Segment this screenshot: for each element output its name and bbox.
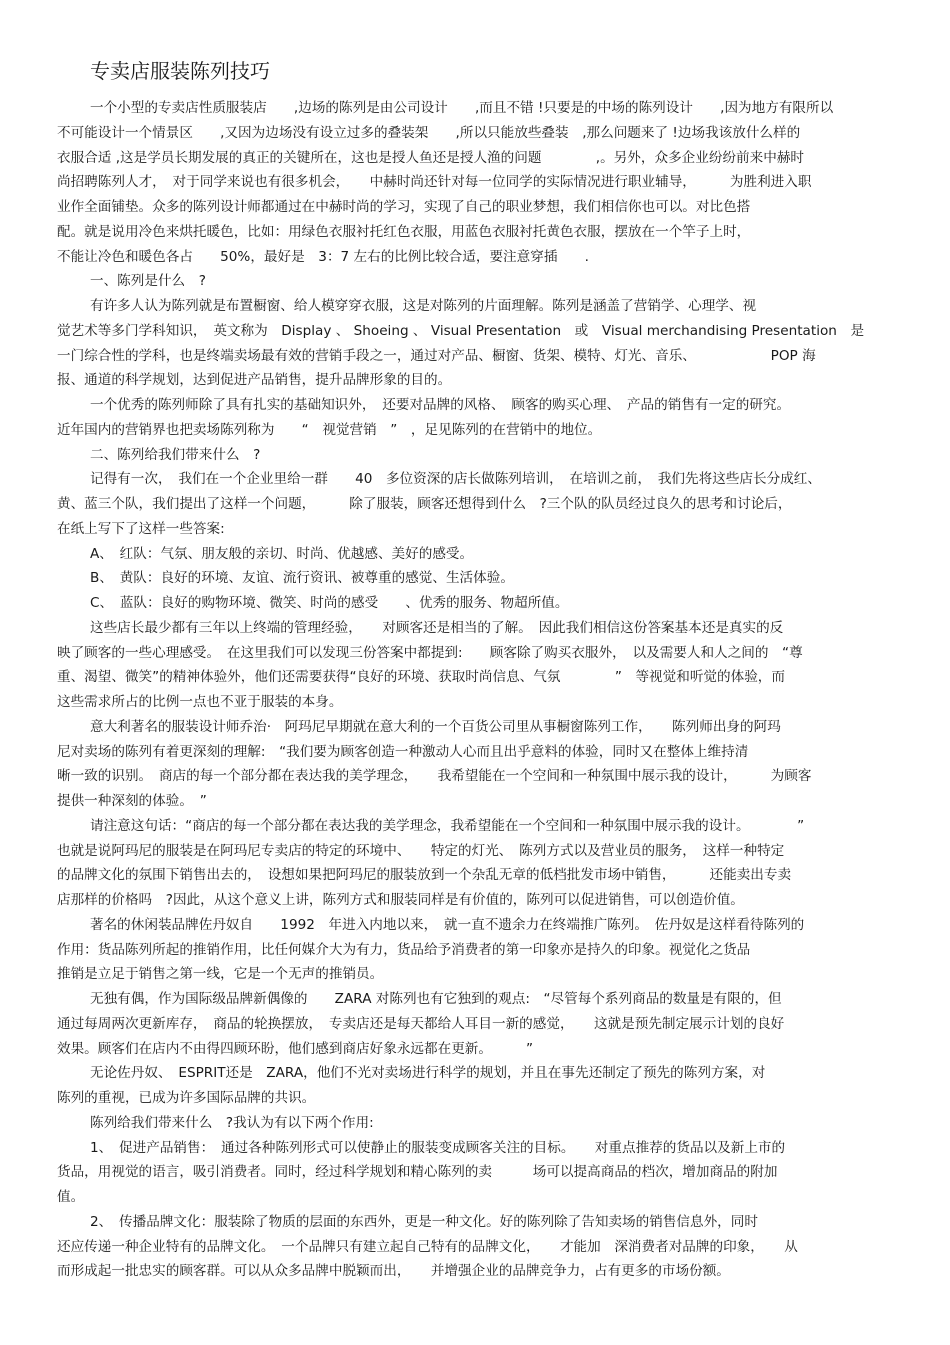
- text-line: 尚招聘陈列人才， 对于同学来说也有很多机会， 中赫时尚还针对每一位同学的实际情况进行职业辅导， 为胜利进入职: [57, 174, 812, 191]
- text-line: 还应传递一种企业特有的品牌文化。 一个品牌只有建立起自己特有的品牌文化， 才能加 深消费者对品牌的印象， 从: [57, 1238, 798, 1255]
- text-line: 效果。顾客们在店内不由得四顾环盼，他们感到商店好象永远都在更新。 ”: [57, 1040, 534, 1057]
- text-line: 记得有一次， 我们在一个企业里给一群 40 多位资深的店长做陈列培训， 在培训之前， 我们先将这些店长分成红、: [90, 471, 821, 488]
- text-line: 晰一致的识别。 商店的每一个部分都在表达我的美学理念， 我希望能在一个空间和一种氛围中展示我的设计， 为顾客: [57, 768, 812, 785]
- text-line: C、 蓝队：良好的购物环境、微笑、时尚的感受 、优秀的服务、物超所值。: [90, 595, 569, 611]
- text-line: 不能让冷色和暖色各占 50%，最好是 3：7 左右的比例比较合适，要注意穿插 .: [57, 248, 589, 265]
- text-line: 无论佐丹奴、 ESPRIT还是 ZARA，他们不光对卖场进行科学的规划，并且在事先还制定了预先的陈列方案，对: [90, 1065, 766, 1082]
- text-line: 的品牌文化的氛围下销售出去的， 设想如果把阿玛尼的服装放到一个杂乱无章的低档批发市场中销售， 还能卖出专卖: [57, 867, 792, 884]
- text-line: 觉艺术等多门学科知识， 英文称为 Display 、 Shoeing 、 Visual Presentation 或 Visual merchandising Presentation 是: [57, 322, 865, 339]
- text-line: 推销是立足于销售之第一线，它是一个无声的推销员。: [57, 966, 384, 983]
- document-title: 专卖店服装陈列技巧: [90, 59, 270, 83]
- text-line: 店那样的价格吗 ?因此，从这个意义上讲，陈列方式和服装同样是有价值的，陈列可以促进销售，可以创造价值。: [57, 892, 744, 908]
- text-line: 有许多人认为陈列就是布置橱窗、给人模穿穿衣服，这是对陈列的片面理解。陈列是涵盖了营销学、心理学、视: [90, 298, 757, 314]
- document-body: [57, 96, 905, 1284]
- text-line: 衣服合适 ,这是学员长期发展的真正的关键所在，这也是授人鱼还是授人渔的问题 ,。另外，众多企业纷纷前来中赫时: [57, 149, 805, 166]
- text-line: 这些需求所占的比例一点也不亚于服装的本身。: [57, 694, 343, 710]
- text-line: 黄、蓝三个队，我们提出了这样一个问题， 除了服装，顾客还想得到什么 ?三个队的队员经过良久的思考和讨论后，: [57, 496, 792, 512]
- text-line: 也就是说阿玛尼的服装是在阿玛尼专卖店的特定的环境中、 特定的灯光、 陈列方式以及营业员的服务， 这样一种特定: [57, 842, 785, 859]
- text-line: 陈列的重视，已成为许多国际品牌的共识。: [57, 1090, 316, 1106]
- text-line: 而形成起一批忠实的顾客群。可以从众多品牌中脱颖而出， 并增强企业的品牌竞争力，占有更多的市场份额。: [57, 1263, 730, 1280]
- text-line: 在纸上写下了这样一些答案:: [57, 520, 225, 537]
- text-line: 重、渴望、微笑”的精神体验外，他们还需要获得“良好的环境、获取时尚信息、气氛 ” 等视觉和听觉的体验，而: [57, 669, 785, 686]
- text-line: 配。就是说用冷色来烘托暖色，比如：用绿色衣服衬托红色衣服，用蓝色衣服衬托黄色衣服，摆放在一个竿子上时，: [57, 223, 751, 240]
- text-line: 提供一种深刻的体验。 ”: [57, 793, 207, 809]
- text-line: 这些店长最少都有三年以上终端的管理经验， 对顾客还是相当的了解。 因此我们相信这份答案基本还是真实的反: [90, 619, 784, 636]
- text-line: 请注意这句话：“商店的每一个部分都在表达我的美学理念，我希望能在一个空间和一种氛围中展示我的设计。 ”: [90, 817, 805, 834]
- text-line: 无独有偶，作为国际级品牌新偶像的 ZARA 对陈列也有它独到的观点: “尽管每个系列商品的数量是有限的，但: [90, 991, 782, 1007]
- text-line: 报、通道的科学规划，达到促进产品销售，提升品牌形象的目的。: [57, 372, 452, 389]
- text-line: 2、 传播品牌文化：服装除了物质的层面的东西外，更是一种文化。好的陈列除了告知卖场的销售信息外，同时: [90, 1213, 758, 1230]
- text-line: 一门综合性的学科，也是终端卖场最有效的营销手段之一，通过对产品、橱窗、货架、模特、灯光、音乐、 POP 海: [57, 347, 816, 364]
- text-line: 不可能设计一个情景区 ,又因为边场没有设立过多的叠装架 ,所以只能放些叠装 ,那么问题来了 !边场我该放什么样的: [57, 124, 801, 141]
- text-line: 1、 促进产品销售： 通过各种陈列形式可以使静止的服装变成顾客关注的目标。 对重点推荐的货品以及新上市的: [90, 1139, 786, 1156]
- text-line: 一个小型的专卖店性质服装店 ,边场的陈列是由公司设计 ,而且不错 !只要是的中场的陈列设计 ,因为地方有限所以: [90, 100, 834, 116]
- text-line: 近年国内的营销界也把卖场陈列称为 “ 视觉营销 ” ，足见陈列的在营销中的地位。: [57, 421, 602, 438]
- text-line: 通过每周两次更新库存， 商品的轮换摆放， 专卖店还是每天都给人耳目一新的感觉， 这就是预先制定展示计划的良好: [57, 1015, 785, 1032]
- text-line: 尼对卖场的陈列有着更深刻的理解: “我们要为顾客创造一种激动人心而且出乎意料的体验，同时又在整体上维持清: [57, 743, 749, 760]
- text-line: 二、陈列给我们带来什么 ?: [90, 446, 261, 463]
- text-line: 映了顾客的一些心理感受。 在这里我们可以发现三份答案中都提到: 顾客除了购买衣服外， 以及需要人和人之间的 “尊: [57, 644, 803, 661]
- text-line: B、 黄队：良好的环境、友谊、流行资讯、被尊重的感觉、生活体验。: [90, 570, 514, 587]
- text-line: 值。: [57, 1189, 85, 1205]
- text-line: 意大利著名的服装设计师乔治· 阿玛尼早期就在意大利的一个百货公司里从事橱窗陈列工作， 陈列师出身的阿玛: [90, 718, 781, 735]
- text-line: 货品，用视觉的语言，吸引消费者。同时，经过科学规划和精心陈列的卖 场可以提高商品的档次，增加商品的附加: [57, 1164, 778, 1181]
- text-line: 著名的休闲装品牌佐丹奴自 1992 年进入内地以来， 就一直不遗余力在终端推广陈列。 佐丹奴是这样看待陈列的: [90, 916, 805, 933]
- text-line: A、 红队：气氛、朋友般的亲切、时尚、优越感、美好的感受。: [90, 545, 474, 562]
- text-line: 一个优秀的陈列师除了具有扎实的基础知识外， 还要对品牌的风格、 顾客的购买心理、 产品的销售有一定的研究。: [90, 397, 791, 413]
- text-line: 陈列给我们带来什么 ?我认为有以下两个作用:: [90, 1114, 374, 1131]
- text-line: 作用：货品陈列所起的推销作用，比任何媒介大为有力，货品给予消费者的第一印象亦是持久的印象。视觉化之货品: [57, 941, 751, 958]
- text-line: 业作全面铺垫。众多的陈列设计师都通过在中赫时尚的学习，实现了自己的职业梦想，我们相信你也可以。对比色搭: [57, 199, 751, 215]
- text-line: 一、陈列是什么 ?: [90, 273, 206, 290]
